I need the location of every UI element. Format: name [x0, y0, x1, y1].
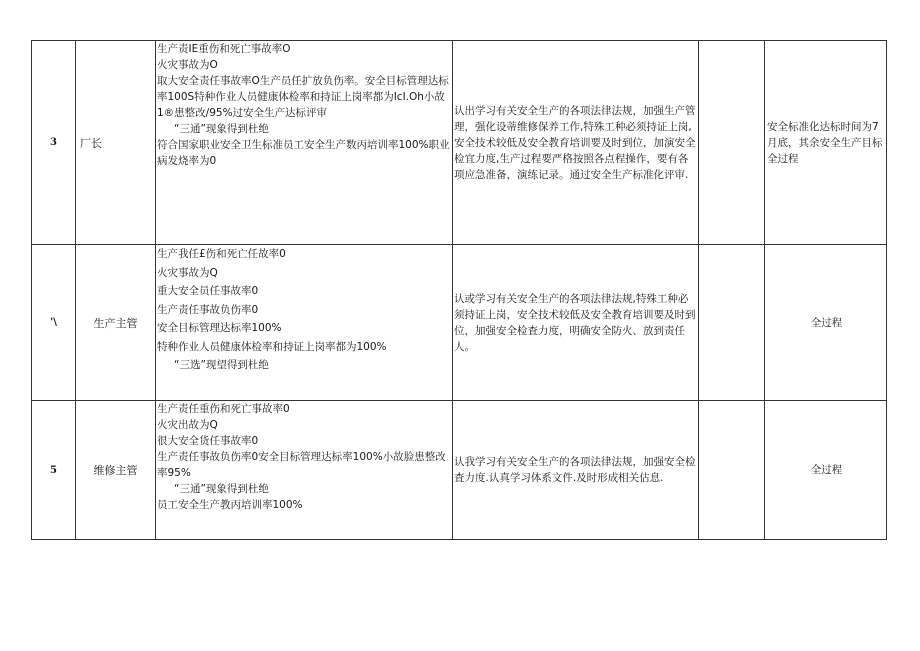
table-row [32, 401, 887, 540]
role-cell: 维修主管 [76, 401, 156, 540]
empty-cell [699, 41, 765, 245]
role-cell: 厂长 [76, 41, 156, 245]
target-line: 很大安全货任事故率0 [157, 435, 259, 447]
note-cell: 全过程 [765, 245, 887, 401]
target-line: 火灾出故为Q [157, 419, 218, 431]
row-number: 3 [32, 41, 76, 245]
target-line: 火灾事故为O [157, 59, 218, 71]
measures-cell: 认出学习有关安全生产的各项法律法规，加强生产管理，强化设蒂维修保养工作,特殊工种必须持证上岗,安全技术较低及安全教育培训要及时到位，加演安全检宜力度,生产过程要严格按照各点程操作，要有各项应急准备，演练记录。通过安全生产标准化评审. [453, 41, 699, 245]
target-line: “三通”现象得到杜绝 [174, 483, 269, 495]
target-line: 生产责任重伤和死亡事故率0 [157, 403, 290, 415]
measures-cell: 认我学习有关安全生产的各项法律法规，加强安全检査力度.认真学习体系文件.及时形成相关估息. [453, 401, 699, 540]
target-line: 重大安全员任事故率0 [157, 285, 259, 297]
target-line: 特种作业人员健康体检率和持证上岗率都为100% [157, 340, 387, 353]
row-number: 5 [32, 401, 76, 540]
target-line: 安全目标管理达标率100% [157, 322, 282, 334]
note-cell: 全过程 [765, 401, 887, 540]
role-cell: 生产主管 [76, 245, 156, 401]
empty-cell [699, 401, 765, 540]
note-cell: 安全标准化达标时间为7月底，其余安全生产目标全过程 [765, 41, 887, 245]
target-line: 生产责任事故负伤率0 [157, 303, 259, 316]
target-line: “三选”现望得到杜绝 [174, 359, 269, 371]
target-line: 员工安全生产教丙培训率100% [157, 499, 303, 511]
table-row [32, 245, 887, 401]
targets-cell [156, 41, 453, 245]
row-number: '\ [32, 245, 76, 401]
target-line: 符合国家职业安全卫生标准员工安全生产数丙培训率100%职业病发烧率为0 [157, 139, 450, 167]
responsibility-table [31, 40, 887, 540]
targets-cell [156, 245, 453, 401]
target-line: 生产责任事故负伤率0安全目标管理达标率100%小故脸患整改率95% [157, 451, 446, 479]
empty-cell [699, 245, 765, 401]
measures-cell: 认或学习有关安全生产的各项法律法规,特殊工种必须持证上岗，安全技术较低及安全教育培训要及时到位，加强安全检査力度，明确安全防火、放到责任人。 [453, 245, 699, 401]
target-line: 取大安全责任事故率O生产员任扩放负伤率。安全目标管理达标率100S特种作业人员健康体检率和持证上岗率都为IcI.Oh小故1®患整改/95%过安全生产达标评审 [157, 75, 449, 119]
target-line: 生产责IE重伤和死亡事故率O [157, 43, 291, 55]
target-line: “三通”现象得到杜绝 [174, 123, 269, 135]
target-line: 火灾事故为Q [157, 266, 218, 279]
target-line: 生产我任£伤和死亡任故率0 [157, 248, 286, 260]
targets-cell [156, 401, 453, 540]
table-row [32, 41, 887, 245]
